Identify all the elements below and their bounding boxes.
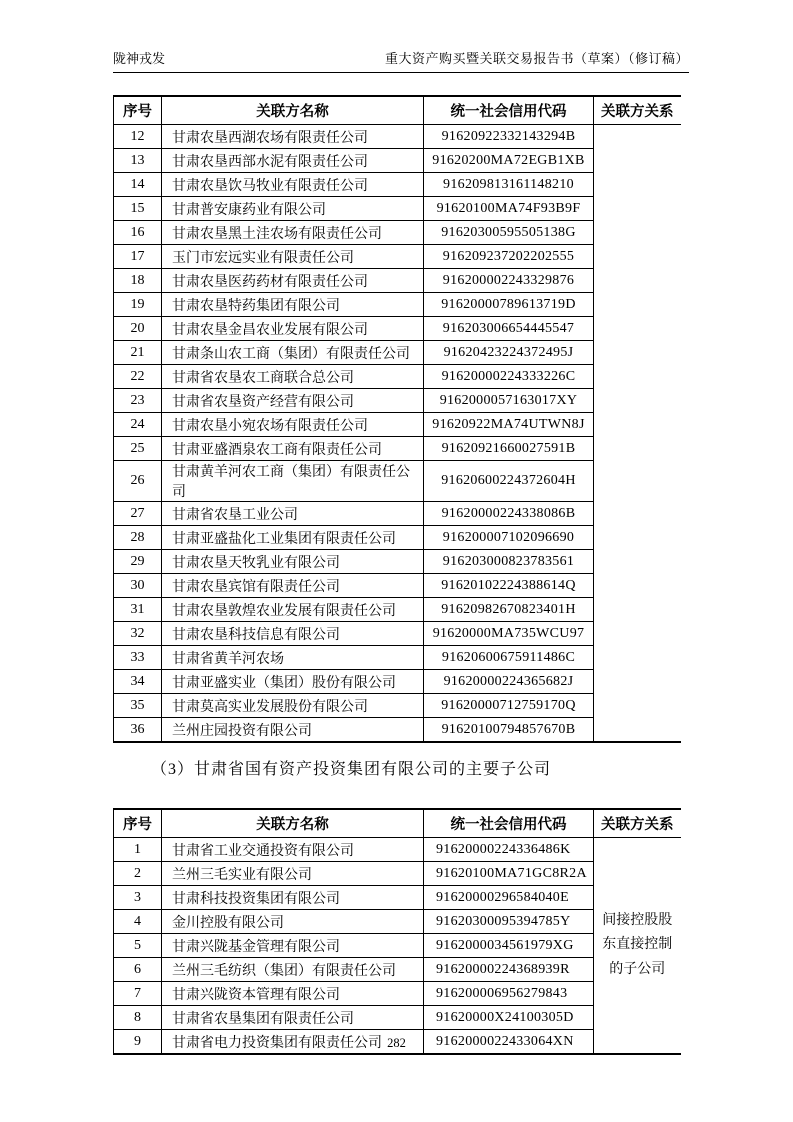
party-name-cell: 甘肃科技投资集团有限公司 — [162, 886, 424, 910]
party-name-cell: 甘肃普安康药业有限公司 — [162, 197, 424, 221]
credit-code-cell: 91620922332143294B — [424, 125, 594, 149]
party-name-cell: 玉门市宏远实业有限责任公司 — [162, 245, 424, 269]
row-index: 15 — [114, 197, 162, 221]
credit-code-cell: 91620000224365682J — [424, 670, 594, 694]
credit-code-cell: 916200002243329876 — [424, 269, 594, 293]
relation-cell: 间接控股股东直接控制的子公司 — [594, 838, 681, 1055]
credit-code-cell: 91620000224336486K — [424, 838, 594, 862]
credit-code-cell: 91620000224368939R — [424, 958, 594, 982]
page-content — [113, 48, 689, 1055]
row-index: 16 — [114, 221, 162, 245]
credit-code-cell: 91620600675911486C — [424, 646, 594, 670]
column-header-relation: 关联方关系 — [594, 96, 681, 125]
party-name-cell: 甘肃省农垦集团有限责任公司 — [162, 1006, 424, 1030]
party-name-cell: 甘肃亚盛酒泉农工商有限责任公司 — [162, 437, 424, 461]
row-index: 8 — [114, 1006, 162, 1030]
row-index: 26 — [114, 461, 162, 502]
row-index: 12 — [114, 125, 162, 149]
column-header-party-name: 关联方名称 — [162, 809, 424, 838]
credit-code-cell: 91620600224372604H — [424, 461, 594, 502]
row-index: 22 — [114, 365, 162, 389]
row-index: 25 — [114, 437, 162, 461]
party-name-cell: 甘肃农垦敦煌农业发展有限责任公司 — [162, 598, 424, 622]
row-index: 17 — [114, 245, 162, 269]
credit-code-cell: 91620000224333226C — [424, 365, 594, 389]
row-index: 18 — [114, 269, 162, 293]
credit-code-cell: 91620300095394785Y — [424, 910, 594, 934]
party-name-cell: 甘肃农垦科技信息有限公司 — [162, 622, 424, 646]
row-index: 28 — [114, 526, 162, 550]
column-header-credit-code: 统一社会信用代码 — [424, 809, 594, 838]
row-index: 13 — [114, 149, 162, 173]
table-1-head — [114, 96, 681, 125]
party-name-cell: 甘肃省农垦工业公司 — [162, 502, 424, 526]
column-header-index: 序号 — [114, 809, 162, 838]
party-name-cell: 金川控股有限公司 — [162, 910, 424, 934]
row-index: 3 — [114, 886, 162, 910]
party-name-cell: 甘肃省工业交通投资有限公司 — [162, 838, 424, 862]
row-index: 19 — [114, 293, 162, 317]
header-left-title: 陇神戎发 — [113, 51, 166, 66]
party-name-cell: 甘肃省电力投资集团有限责任公司 — [162, 1030, 424, 1055]
party-name-cell: 甘肃莫高实业发展股份有限公司 — [162, 694, 424, 718]
credit-code-cell: 91620000712759170Q — [424, 694, 594, 718]
row-index: 33 — [114, 646, 162, 670]
credit-code-cell: 9162000034561979XG — [424, 934, 594, 958]
party-name-cell: 甘肃农垦医药药材有限责任公司 — [162, 269, 424, 293]
credit-code-cell: 91620100794857670B — [424, 718, 594, 743]
credit-code-cell: 91620000296584040E — [424, 886, 594, 910]
table-2-head — [114, 809, 681, 838]
row-index: 27 — [114, 502, 162, 526]
credit-code-cell: 91620921660027591B — [424, 437, 594, 461]
row-index: 32 — [114, 622, 162, 646]
party-name-cell: 兰州庄园投资有限公司 — [162, 718, 424, 743]
table-1-body — [114, 125, 681, 743]
party-name-cell: 甘肃省农垦资产经营有限公司 — [162, 389, 424, 413]
party-name-cell: 甘肃农垦西部水泥有限责任公司 — [162, 149, 424, 173]
header-right-title: 重大资产购买暨关联交易报告书（草案）（修订稿） — [384, 51, 689, 66]
row-index: 1 — [114, 838, 162, 862]
credit-code-cell: 916203006654445547 — [424, 317, 594, 341]
party-name-cell: 甘肃省农垦农工商联合总公司 — [162, 365, 424, 389]
row-index: 36 — [114, 718, 162, 743]
table-1-header-row — [114, 96, 681, 125]
credit-code-cell: 91620000X24100305D — [424, 1006, 594, 1030]
row-index: 7 — [114, 982, 162, 1006]
row-index: 14 — [114, 173, 162, 197]
party-name-cell: 甘肃亚盛实业（集团）股份有限公司 — [162, 670, 424, 694]
row-index: 9 — [114, 1030, 162, 1055]
credit-code-cell: 9162000057163017XY — [424, 389, 594, 413]
party-name-cell: 甘肃兴陇基金管理有限公司 — [162, 934, 424, 958]
row-index: 4 — [114, 910, 162, 934]
table-2-body — [114, 838, 681, 1055]
party-name-cell: 甘肃农垦特药集团有限公司 — [162, 293, 424, 317]
section-title: （3）甘肃省国有资产投资集团有限公司的主要子公司 — [151, 761, 552, 778]
party-name-cell: 甘肃农垦金昌农业发展有限公司 — [162, 317, 424, 341]
row-index: 21 — [114, 341, 162, 365]
credit-code-cell: 91620000789613719D — [424, 293, 594, 317]
party-name-cell: 兰州三毛实业有限公司 — [162, 862, 424, 886]
credit-code-cell: 91620982670823401H — [424, 598, 594, 622]
relation-cell — [594, 125, 681, 743]
column-header-credit-code: 统一社会信用代码 — [424, 96, 594, 125]
party-name-cell: 甘肃省黄羊河农场 — [162, 646, 424, 670]
party-name-cell: 甘肃兴陇资本管理有限公司 — [162, 982, 424, 1006]
table-row — [114, 838, 681, 862]
row-index: 31 — [114, 598, 162, 622]
related-parties-table-2 — [113, 808, 681, 1055]
credit-code-cell: 91620000224338086B — [424, 502, 594, 526]
credit-code-cell: 91620000MA735WCU97 — [424, 622, 594, 646]
party-name-cell: 兰州三毛纺织（集团）有限责任公司 — [162, 958, 424, 982]
row-index: 5 — [114, 934, 162, 958]
party-name-cell: 甘肃农垦小宛农场有限责任公司 — [162, 413, 424, 437]
row-index: 35 — [114, 694, 162, 718]
related-parties-table-1 — [113, 95, 681, 743]
row-index: 29 — [114, 550, 162, 574]
credit-code-cell: 91620100MA71GC8R2A — [424, 862, 594, 886]
row-index: 24 — [114, 413, 162, 437]
credit-code-cell: 916209237202202555 — [424, 245, 594, 269]
table-row — [114, 125, 681, 149]
party-name-cell: 甘肃黄羊河农工商（集团）有限责任公司 — [162, 461, 424, 502]
credit-code-cell: 916200006956279843 — [424, 982, 594, 1006]
row-index: 2 — [114, 862, 162, 886]
column-header-relation: 关联方关系 — [594, 809, 681, 838]
row-index: 34 — [114, 670, 162, 694]
party-name-cell: 甘肃条山农工商（集团）有限责任公司 — [162, 341, 424, 365]
credit-code-cell: 91620102224388614Q — [424, 574, 594, 598]
row-index: 6 — [114, 958, 162, 982]
page-number: 282 — [387, 1036, 406, 1050]
party-name-cell: 甘肃亚盛盐化工业集团有限责任公司 — [162, 526, 424, 550]
party-name-cell: 甘肃农垦饮马牧业有限责任公司 — [162, 173, 424, 197]
party-name-cell: 甘肃农垦宾馆有限责任公司 — [162, 574, 424, 598]
credit-code-cell: 916209813161148210 — [424, 173, 594, 197]
table-2-header-row — [114, 809, 681, 838]
party-name-cell: 甘肃农垦黑土洼农场有限责任公司 — [162, 221, 424, 245]
credit-code-cell: 91620922MA74UTWN8J — [424, 413, 594, 437]
credit-code-cell: 91620300595505138G — [424, 221, 594, 245]
column-header-party-name: 关联方名称 — [162, 96, 424, 125]
row-index: 30 — [114, 574, 162, 598]
credit-code-cell: 916200007102096690 — [424, 526, 594, 550]
credit-code-cell: 916203000823783561 — [424, 550, 594, 574]
credit-code-cell: 91620200MA72EGB1XB — [424, 149, 594, 173]
column-header-index: 序号 — [114, 96, 162, 125]
credit-code-cell: 9162000022433064XN — [424, 1030, 594, 1055]
row-index: 20 — [114, 317, 162, 341]
party-name-cell: 甘肃农垦天牧乳业有限公司 — [162, 550, 424, 574]
credit-code-cell: 91620423224372495J — [424, 341, 594, 365]
document-header — [113, 48, 689, 73]
row-index: 23 — [114, 389, 162, 413]
party-name-cell: 甘肃农垦西湖农场有限责任公司 — [162, 125, 424, 149]
credit-code-cell: 91620100MA74F93B9F — [424, 197, 594, 221]
